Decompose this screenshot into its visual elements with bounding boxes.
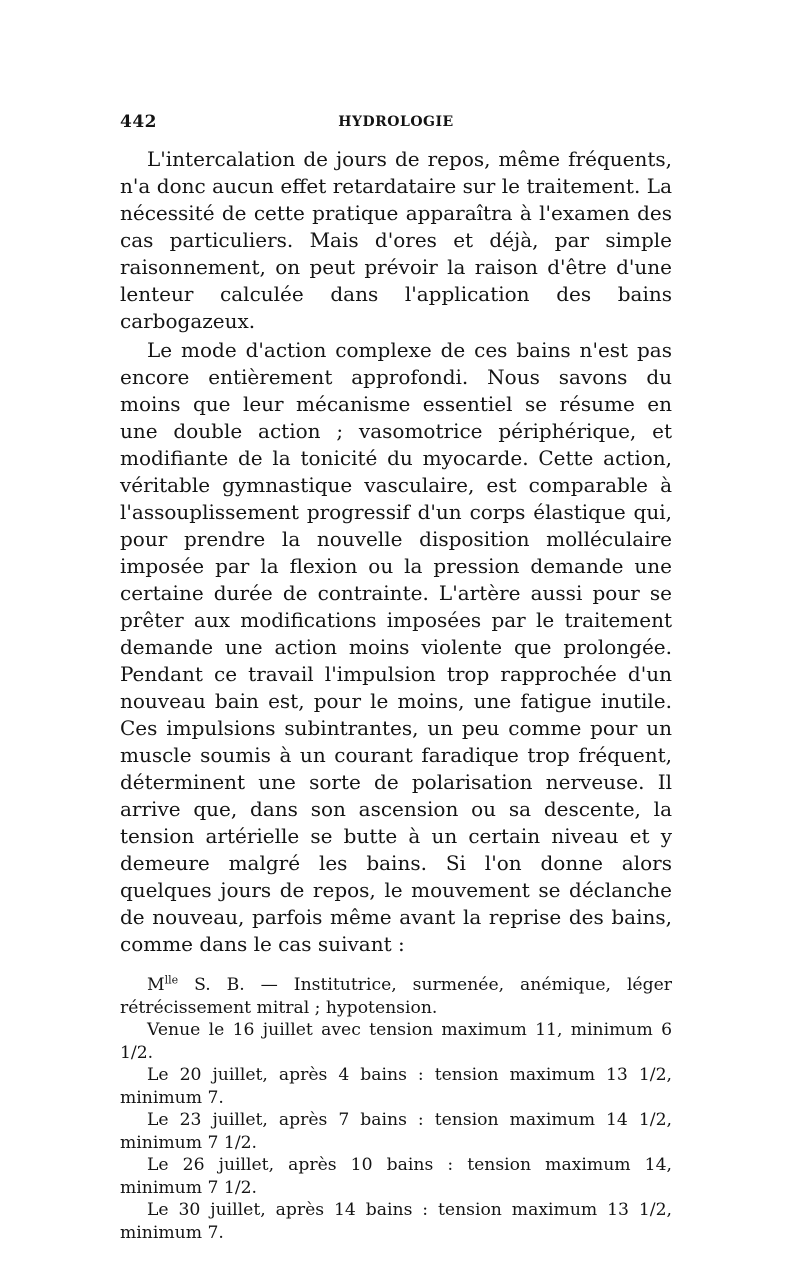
page-number: 442 (120, 112, 157, 132)
book-page (120, 112, 672, 1244)
body-text (120, 146, 672, 958)
patient-title: M (147, 975, 165, 995)
case-entry: Le 30 juillet, après 14 bains : tension maximum 13 1/2, minimum 7. (120, 1200, 672, 1243)
case-patient (120, 974, 672, 1019)
case-entry: Le 23 juillet, après 7 bains : tension maximum 14 1/2, minimum 7 1/2. (120, 1110, 672, 1153)
case-entry: Le 20 juillet, après 4 bains : tension maximum 13 1/2, minimum 7. (120, 1065, 672, 1108)
page-header (120, 112, 672, 134)
paragraph: Le mode d'action complexe de ces bains n'est pas encore entièrement approfondi. Nous savons du moins que leur mécanisme essentiel se résume en une double action ; vasomotrice périphérique, et modifiante de la tonicité du myocarde. Cette action, véritable gymnastique vasculaire, est comparable à l'assouplissement progressif d'un corps élastique qui, pour prendre la nouvelle disposition molléculaire imposée par la flexion ou la pression demande une certaine durée de contrainte. L'artère aussi pour se prêter aux modifications imposées par le traitement demande une action moins violente que prolongée. Pendant ce travail l'impulsion trop rapprochée d'un nouveau bain est, pour le moins, une fatigue inutile. Ces impulsions subintrantes, un peu comme pour un muscle soumis à un courant faradique trop fréquent, déterminent une sorte de polarisation nerveuse. Il arrive que, dans son ascension ou sa descente, la tension artérielle se butte à un certain niveau et y demeure malgré les bains. Si l'on donne alors quelques jours de repos, le mouvement se déclanche de nouveau, parfois même avant la reprise des bains, comme dans le cas suivant : (120, 338, 672, 956)
patient-title-superscript: lle (164, 973, 179, 987)
running-title: HYDROLOGIE (338, 114, 454, 130)
paragraph: L'intercalation de jours de repos, même fréquents, n'a donc aucun effet retardataire sur le traitement. La nécessité de cette pratique apparaîtra à l'examen des cas particuliers. Mais d'ores et déjà, par simple raisonnement, on peut prévoir la raison d'être d'une lenteur calculée dans l'application des bains carbogazeux. (120, 147, 672, 333)
case-report (120, 974, 672, 1244)
case-entry: Venue le 16 juillet avec tension maximum 11, minimum 6 1/2. (120, 1020, 672, 1063)
patient-description: S. B. — Institutrice, surmenée, anémique, léger rétrécissement mitral ; hypotension. (120, 975, 672, 1018)
case-entry: Le 26 juillet, après 10 bains : tension maximum 14, minimum 7 1/2. (120, 1155, 672, 1198)
